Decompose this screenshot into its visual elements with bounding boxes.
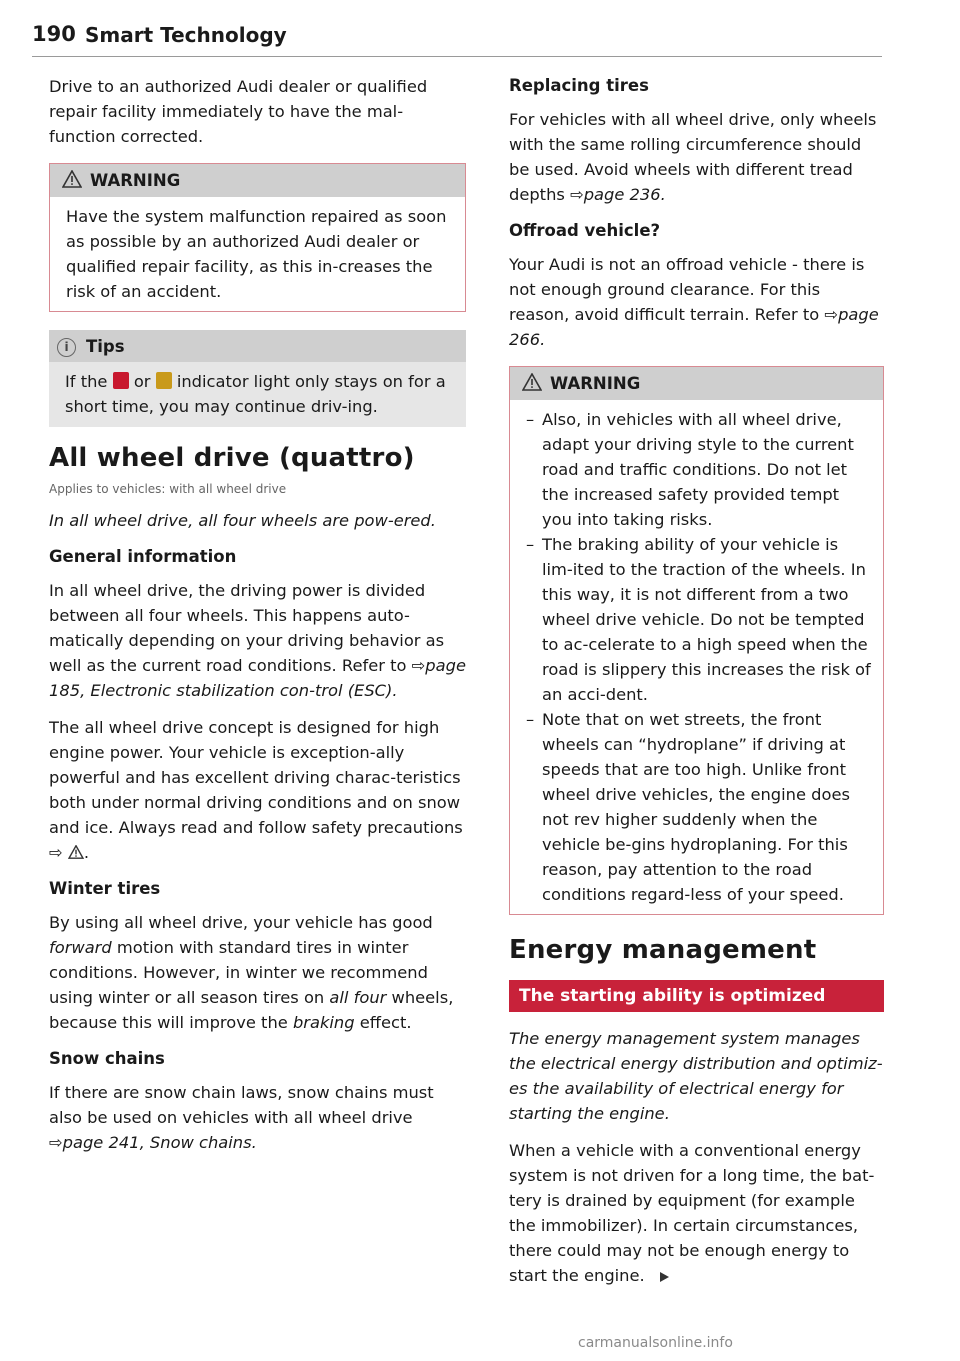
info-icon: i xyxy=(57,338,76,357)
awd-malfunction-red-icon xyxy=(113,372,129,389)
right-column xyxy=(509,74,884,1300)
list-item xyxy=(526,707,873,907)
arrow-icon: ⇨ xyxy=(824,305,839,324)
page-number: 190 xyxy=(32,22,76,46)
warning-box xyxy=(509,366,884,915)
tips-text-part3: indicator light only stays on for a short time, you may continue driv-ing. xyxy=(65,372,446,416)
snow-heading: Snow chains xyxy=(49,1049,165,1068)
winter-text-1: By using all wheel drive, your vehicle has good xyxy=(49,913,433,932)
list-item-text: Note that on wet streets, the front wheels can “hydroplane” if driving at speeds that are too high. Unlike front wheel drive vehicles, the engine does not rev higher suddenly when the vehicle be-gins hydroplaning. For this reason, pay attention to the road conditions regard-less of your speed. xyxy=(542,710,850,904)
winter-heading: Winter tires xyxy=(49,879,161,898)
replacing-text: For vehicles with all wheel drive, only wheels with the same rolling circumference should be used. Avoid wheels with different tread depths xyxy=(509,110,877,204)
tips-text xyxy=(49,362,466,427)
offroad-text: Your Audi is not an offroad vehicle - there is not enough ground clearance. For this reason, avoid difficult terrain. Refer to xyxy=(509,255,865,324)
left-column xyxy=(49,74,466,1167)
concept-paragraph: The all wheel drive concept is designed for high engine power. Your vehicle is exception-ally powerful and has excellent driving charac-teristics both under normal driving conditions and on snow and ice. Always read and follow safety precautions ⇨ . xyxy=(49,718,463,862)
replacing-heading: Replacing tires xyxy=(509,76,649,95)
warning-header xyxy=(510,367,883,400)
warning-text: Have the system malfunction repaired as soon as possible by an authorized Audi dealer or qualified repair facility, as this in-creases the risk of an accident. xyxy=(66,207,447,301)
general-heading: General information xyxy=(49,547,237,566)
winter-emphasis-2: all four xyxy=(329,988,387,1007)
concept-text: The all wheel drive concept is designed for high engine power. Your vehicle is exception-ally powerful and has excellent driving charac-teristics both under normal driving conditions and on snow and ice. Always read and follow safety precautions xyxy=(49,718,463,837)
winter-emphasis-3: braking xyxy=(292,1013,355,1032)
tips-box xyxy=(49,330,466,427)
general-text: In all wheel drive, the driving power is divided between all four wheels. This happens auto-matically depending on your driving behavior as well as the current road conditions. Refer to xyxy=(49,581,445,675)
warning-box xyxy=(49,163,466,312)
arrow-icon: ⇨ xyxy=(570,185,584,204)
energy-paragraph xyxy=(509,1138,884,1288)
applies-note: Applies to vehicles: with all wheel drive xyxy=(49,482,287,496)
tips-text-part2: or xyxy=(133,372,151,391)
footer-watermark: carmanualsonline.info xyxy=(578,1335,733,1351)
energy-text: When a vehicle with a conventional energy system is not driven for a long time, the bat-tery is drained by equipment (for example the immobilizer). In certain circumstances, there could may not be enough energy to start the engine. xyxy=(509,1141,875,1285)
dash-bullet: – xyxy=(526,410,535,429)
page-ref-link[interactable]: page 241, Snow chains. xyxy=(62,1133,257,1152)
winter-emphasis-1: forward xyxy=(49,938,112,957)
warning-title: WARNING xyxy=(550,374,641,393)
warning-title: WARNING xyxy=(90,171,181,190)
page-ref-link[interactable]: page 185, Electronic stabilization con-trol (ESC). xyxy=(49,656,466,700)
section-title: Smart Technology xyxy=(85,23,287,47)
warning-body xyxy=(510,400,883,914)
starting-ability-bar: The starting ability is optimized xyxy=(509,980,884,1012)
arrow-icon: ⇨ xyxy=(49,1133,63,1152)
list-item xyxy=(526,407,873,532)
list-item-text: The braking ability of your vehicle is lim-ited to the traction of the wheels. In this way, it is not different from a two wheel drive vehicle. Do not be tempted to ac-celerate to a high speed when the road is slippery this increases the risk of an acci-dent. xyxy=(542,535,871,704)
general-paragraph xyxy=(49,578,466,703)
warning-header xyxy=(50,164,465,197)
tips-header xyxy=(49,330,466,362)
awd-malfunction-yellow-icon xyxy=(156,372,172,389)
dash-bullet: – xyxy=(526,710,535,729)
list-item xyxy=(526,532,873,707)
dash-bullet: – xyxy=(526,535,535,554)
page-ref-link[interactable]: page 236. xyxy=(583,185,666,204)
offroad-heading: Offroad vehicle? xyxy=(509,221,661,240)
warning-icon xyxy=(522,373,542,391)
winter-text-4: effect. xyxy=(359,1013,412,1032)
arrow-icon: ⇨ xyxy=(411,656,426,675)
page-ref-link[interactable]: page 266. xyxy=(509,305,879,349)
energy-title: Energy management xyxy=(509,935,817,965)
snow-text: If there are snow chain laws, snow chains must also be used on vehicles with all wheel drive xyxy=(49,1083,434,1127)
page-header xyxy=(32,20,882,57)
list-item-text: Also, in vehicles with all wheel drive, adapt your driving style to the current road and traffic conditions. Do not let the increased safety provided tempt you into taking risks. xyxy=(542,410,854,529)
awd-title: All wheel drive (quattro) xyxy=(49,443,415,473)
tips-title: Tips xyxy=(86,337,125,356)
continue-arrow-icon xyxy=(658,1271,670,1283)
winter-paragraph xyxy=(49,910,466,1035)
warning-list xyxy=(526,407,873,907)
tips-text-part1: If the xyxy=(65,372,108,391)
warning-icon xyxy=(62,170,82,188)
arrow-icon: ⇨ xyxy=(49,843,63,862)
energy-intro: The energy management system manages the electrical energy distribution and optimiz-es the availability of electrical energy for starting the engine. xyxy=(509,1029,883,1123)
warning-ref-icon[interactable] xyxy=(68,845,84,859)
replacing-paragraph xyxy=(509,107,884,207)
winter-text-3: wheels, because this will improve the xyxy=(49,988,454,1032)
winter-text-2: motion with standard tires in winter conditions. However, in winter we recommend using winter or all season tires on xyxy=(49,938,428,1007)
offroad-paragraph xyxy=(509,252,884,352)
snow-paragraph xyxy=(49,1080,466,1155)
intro-paragraph: Drive to an authorized Audi dealer or qualified repair facility immediately to have the mal-function corrected. xyxy=(49,77,428,146)
awd-intro: In all wheel drive, all four wheels are pow-ered. xyxy=(49,511,436,530)
